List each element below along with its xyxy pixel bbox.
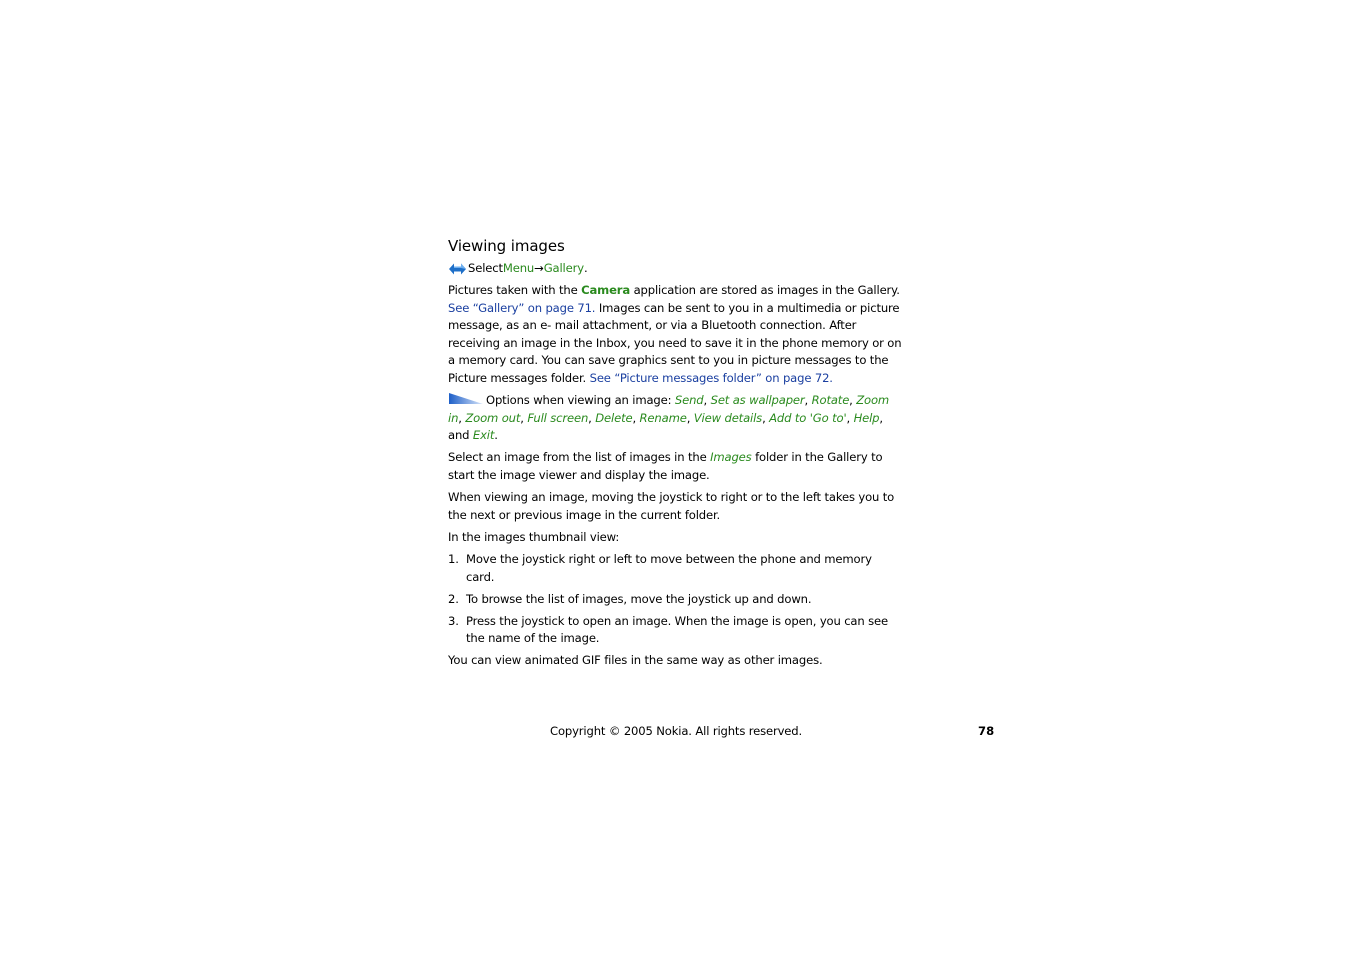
arrow-glyph: → (534, 261, 544, 275)
option-item: Rotate (811, 393, 850, 408)
select-prefix: Select (468, 261, 503, 275)
option-item: Rename (639, 410, 687, 425)
intro-paragraph (448, 282, 903, 388)
options-paragraph (448, 392, 903, 445)
images-text-2: folder in the Gallery to start the image viewer and display the image. (448, 450, 883, 483)
picture-messages-link[interactable]: See “Picture messages folder” on page 72. (589, 371, 833, 386)
option-item: Zoom in (448, 393, 890, 425)
options-triangle-icon (448, 392, 484, 406)
list-item (448, 551, 903, 586)
images-text-1: Select an image from the list of images in the (448, 450, 711, 465)
option-separator: , (703, 393, 711, 408)
select-suffix: . (583, 261, 588, 275)
joystick-paragraph: When viewing an image, moving the joystick to right or to the left takes you to the next or previous image in the current folder. (448, 490, 895, 522)
option-item: Full screen (527, 410, 589, 425)
gallery-page-link[interactable]: See “Gallery” on page 71. (448, 300, 596, 315)
images-folder-paragraph (448, 449, 903, 484)
intro-text-1: Pictures taken with the (448, 283, 582, 298)
camera-label: Camera (581, 283, 631, 298)
option-separator: , (458, 410, 466, 425)
option-item: Send (674, 393, 704, 408)
intro-text-2: application are stored as images in the Gallery. (630, 283, 900, 298)
option-item: Set as wallpaper (710, 393, 805, 408)
option-separator: , and (448, 410, 883, 443)
menu-navigation-icon (448, 261, 467, 277)
option-item: View details (693, 410, 763, 425)
option-item: Delete (595, 410, 633, 425)
footer-copyright: Copyright © 2005 Nokia. All rights reserved. (550, 724, 803, 738)
step-number: 3. (448, 613, 459, 628)
step-number: 2. (448, 591, 459, 606)
option-separator: . (494, 428, 498, 443)
option-separator: , (588, 410, 596, 425)
gallery-label: Gallery (543, 261, 584, 275)
list-item (448, 591, 903, 609)
select-instruction (448, 260, 903, 278)
document-content (448, 236, 903, 674)
section-heading: Viewing images (448, 237, 565, 255)
option-item: Help (853, 410, 880, 425)
option-separator: , (762, 410, 770, 425)
menu-label: Menu (502, 261, 535, 275)
step-text: Press the joystick to open an image. When the image is open, you can see the name of the image. (466, 613, 888, 646)
thumbnail-view-paragraph: In the images thumbnail view: (448, 529, 620, 544)
option-separator: , (849, 393, 857, 408)
option-item: Add to 'Go to' (769, 410, 847, 425)
option-separator: , (846, 410, 854, 425)
steps-list (448, 551, 903, 648)
option-separator: , (686, 410, 694, 425)
step-number: 1. (448, 551, 459, 566)
option-separator: , (632, 410, 640, 425)
option-separator: , (804, 393, 812, 408)
option-item: Exit (472, 428, 495, 443)
step-text: Move the joystick right or left to move between the phone and memory card. (466, 551, 872, 584)
list-item (448, 613, 903, 648)
option-item: Zoom out (465, 410, 521, 425)
option-separator: , (520, 410, 528, 425)
step-text: To browse the list of images, move the joystick up and down. (466, 591, 812, 606)
images-folder-label: Images (710, 450, 752, 465)
options-intro: Options when viewing an image: (486, 393, 675, 408)
intro-text-3: Images can be sent to you in a multimedia or picture message, as an e- mail attachment, or via a Bluetooth connection. After receiving an image in the Inbox, you need to save it in the phone memory or on a memory card. You can save graphics sent to you in picture messages to the Picture messages folder. (448, 300, 902, 386)
page-number: 78 (978, 724, 995, 738)
gif-paragraph: You can view animated GIF files in the same way as other images. (448, 653, 823, 668)
